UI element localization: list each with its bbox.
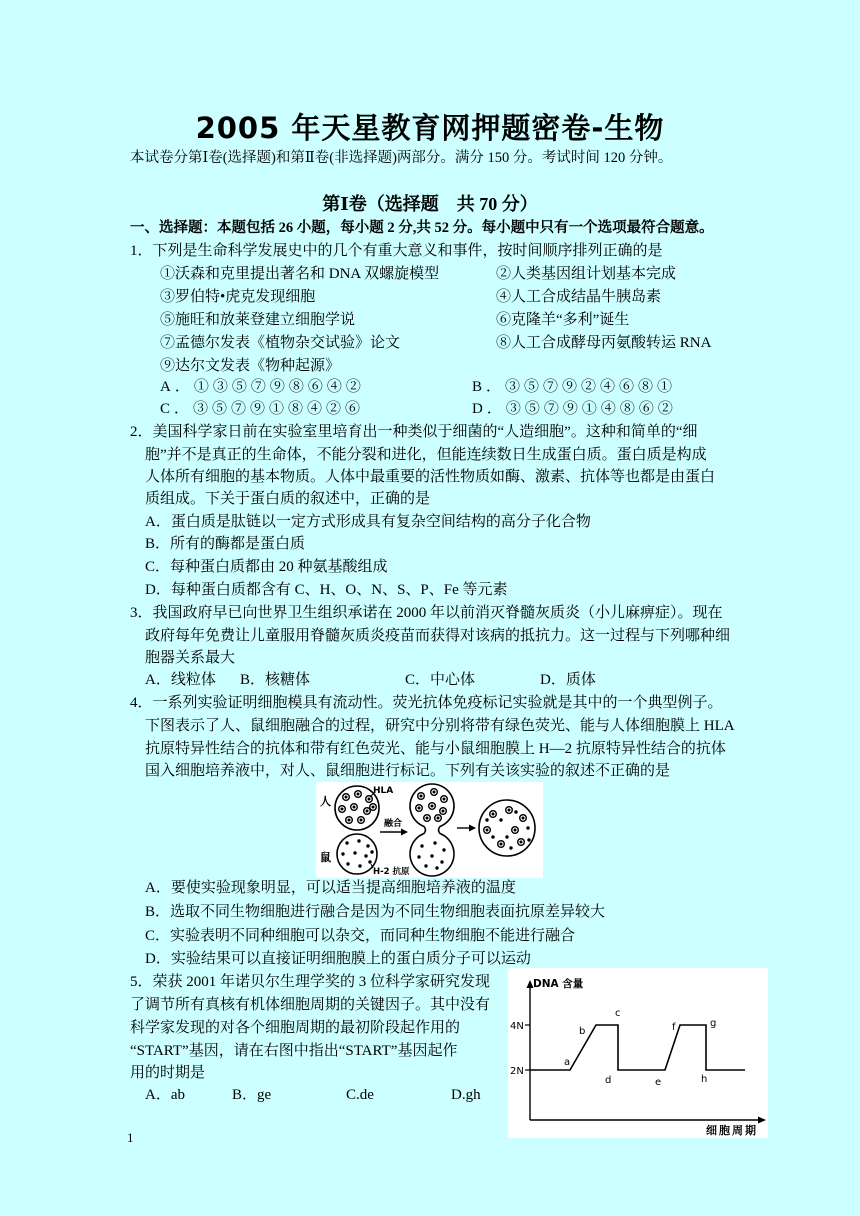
question-2-option-a: A．蛋白质是肽链以一定方式形成具有复杂空间结构的高分子化合物 bbox=[145, 514, 591, 530]
h2-antigen-marker bbox=[370, 850, 373, 853]
point-label-h: h bbox=[701, 1074, 708, 1085]
h2-antigen-marker bbox=[341, 852, 344, 855]
hla-antigen-marker bbox=[440, 808, 447, 815]
question-1-event: ⑤施旺和放莱登建立细胞学说 bbox=[160, 312, 356, 328]
h2-antigen-marker bbox=[435, 866, 438, 869]
h2-antigen-marker bbox=[527, 838, 530, 841]
y-tick-label-4n: 4N bbox=[510, 1021, 524, 1032]
question-1-option-d: D．③⑤⑦⑨①④⑧⑥② bbox=[472, 401, 677, 417]
question-5-option-d: D.gh bbox=[451, 1087, 481, 1103]
human-cell-label: 人 bbox=[320, 795, 331, 808]
question-1-option-b: B．③⑤⑦⑨②④⑥⑧① bbox=[472, 379, 677, 395]
h2-antigen-marker bbox=[433, 841, 436, 844]
question-3-option-b: B．核糖体 bbox=[240, 672, 311, 688]
marker-core bbox=[486, 829, 489, 832]
question-1-option-a: A．①③⑤⑦⑨⑧⑥④② bbox=[160, 379, 365, 395]
marker-core bbox=[341, 808, 344, 811]
question-2-stem-line: 胞”并不是真正的生命体，不能分裂和进化，但能连续数日生成蛋白质。蛋白质是构成 bbox=[145, 447, 707, 463]
question-2-stem-line: 人体所有细胞的基本物质。人体中最重要的活性物质如酶、激素、抗体等也都是由蛋白 bbox=[145, 469, 716, 485]
x-axis-label: 细胞周期 bbox=[706, 1124, 758, 1137]
h2-antigen-marker bbox=[358, 864, 361, 867]
question-1-stem: 1．下列是生命科学发展史中的几个有重大意义和事件，按时间顺序排列正确的是 bbox=[130, 243, 663, 259]
h2-antigen-marker bbox=[485, 818, 488, 821]
marker-core bbox=[442, 810, 445, 813]
hla-antigen-marker bbox=[512, 827, 519, 834]
y-tick-label-2n: 2N bbox=[510, 1066, 524, 1077]
question-2-stem-line: 质组成。下关于蛋白质的叙述中，正确的是 bbox=[145, 491, 431, 507]
h2-antigen-marker bbox=[417, 855, 420, 858]
h2-antigen-marker bbox=[514, 810, 517, 813]
question-5-option-c: C.de bbox=[346, 1087, 374, 1103]
marker-core bbox=[520, 841, 523, 844]
h2-antigen-marker bbox=[442, 848, 445, 851]
page-number: 1 bbox=[127, 1130, 134, 1145]
question-1-option-c: C．③⑤⑦⑨①⑧④②⑥ bbox=[160, 401, 365, 417]
result-arrow-head bbox=[469, 825, 476, 832]
h2-antigen-marker bbox=[420, 844, 423, 847]
section-one-heading: 一、选择题：本题包括 26 小题，每小题 2 分,共 52 分。每小题中只有一个选项最符合题意。 bbox=[130, 220, 714, 236]
h2-antigen-marker bbox=[353, 851, 356, 854]
question-1-event: ②人类基因组计划基本完成 bbox=[496, 266, 677, 282]
hla-antigen-marker bbox=[418, 793, 425, 800]
h2-antigen-marker bbox=[364, 854, 367, 857]
hla-antigen-marker bbox=[431, 789, 438, 796]
question-3-stem-line: 3．我国政府早已向世界卫生组织承诺在 2000 年以前消灭脊髓灰质炎（小儿麻痹症）。现在 bbox=[130, 605, 723, 621]
hla-antigen-marker bbox=[424, 815, 431, 822]
h2-antigen-marker bbox=[505, 835, 508, 838]
question-4-option-d: D．实验结果可以直接证明细胞膜上的蛋白质分子可以运动 bbox=[145, 951, 531, 967]
hla-antigen-marker bbox=[520, 815, 527, 822]
question-5-stem-line: 了调节所有真核有机体细胞周期的关键因子。其中没有 bbox=[130, 997, 491, 1013]
hla-label: HLA bbox=[373, 786, 394, 796]
marker-core bbox=[348, 819, 351, 822]
h2-antigen-marker bbox=[345, 841, 348, 844]
exam-title: 2005 年天星教育网押题密卷-生物 bbox=[195, 111, 665, 145]
marker-core bbox=[345, 796, 348, 799]
question-1-event: ⑨达尔文发表《物种起源》 bbox=[160, 358, 341, 374]
hla-antigen-marker bbox=[370, 804, 377, 811]
hla-antigen-marker bbox=[355, 791, 362, 798]
point-label-a: a bbox=[564, 1057, 571, 1068]
h2-antigen-marker bbox=[509, 846, 512, 849]
marker-core bbox=[353, 806, 356, 809]
question-2-option-d: D．每种蛋白质都含有 C、H、O、N、S、P、Fe 等元素 bbox=[145, 582, 508, 598]
marker-core bbox=[508, 809, 511, 812]
x-axis-arrow bbox=[758, 1117, 766, 1124]
question-5-stem-line: 科学家发现的对各个细胞周期的最初阶段起作用的 bbox=[130, 1020, 461, 1036]
marker-core bbox=[366, 810, 369, 813]
marker-core bbox=[426, 817, 429, 820]
h2-antigen-marker bbox=[430, 854, 433, 857]
hla-antigen-marker bbox=[498, 841, 505, 848]
h2-antigen-marker bbox=[424, 864, 427, 867]
question-3-option-a: A．线粒体 bbox=[145, 672, 216, 688]
h2-antigen-marker bbox=[368, 860, 371, 863]
question-1-event: ③罗伯特•虎克发现细胞 bbox=[160, 289, 316, 305]
hla-antigen-marker bbox=[435, 815, 442, 822]
hla-antigen-marker bbox=[358, 817, 365, 824]
question-3-stem-line: 胞器关系最大 bbox=[145, 650, 236, 666]
y-axis-label: DNA 含量 bbox=[533, 978, 584, 990]
marker-core bbox=[492, 813, 495, 816]
marker-core bbox=[418, 807, 421, 810]
question-4-option-a: A．要使实验现象明显，可以适当提高细胞培养液的温度 bbox=[145, 880, 516, 896]
hla-antigen-marker bbox=[351, 804, 358, 811]
marker-core bbox=[500, 843, 503, 846]
point-label-g: g bbox=[710, 1018, 717, 1029]
marker-core bbox=[357, 793, 360, 796]
marker-core bbox=[514, 829, 517, 832]
question-1-event: ④人工合成结晶牛胰岛素 bbox=[496, 289, 662, 305]
question-1-event: ⑦孟德尔发表《植物杂交试验》论文 bbox=[160, 335, 401, 351]
part-one-heading: 第Ⅰ卷（选择题 共 70 分） bbox=[322, 194, 538, 214]
hla-antigen-marker bbox=[339, 806, 346, 813]
marker-core bbox=[420, 795, 423, 798]
marker-core bbox=[443, 798, 446, 801]
point-label-d: d bbox=[605, 1075, 612, 1086]
cell-fusion-diagram bbox=[316, 782, 543, 878]
point-label-e: e bbox=[655, 1077, 662, 1088]
question-4-stem-line: 国入细胞培养液中，对人、鼠细胞进行标记。下列有关该实验的叙述不正确的是 bbox=[145, 763, 671, 779]
hla-antigen-marker bbox=[441, 796, 448, 803]
point-label-c: c bbox=[615, 1008, 621, 1019]
question-4-stem-line: 4．一系列实验证明细胞模具有流动性。荧光抗体免疫标记实验就是其中的一个典型例子。 bbox=[130, 695, 723, 711]
marker-core bbox=[433, 791, 436, 794]
question-4-option-b: B．选取不同生物细胞进行融合是因为不同生物细胞表面抗原差异较大 bbox=[145, 904, 606, 920]
marker-core bbox=[372, 806, 375, 809]
fusion-label: 融合 bbox=[384, 819, 403, 829]
marker-core bbox=[360, 819, 363, 822]
hla-antigen-marker bbox=[518, 839, 525, 846]
hla-antigen-marker bbox=[484, 827, 491, 834]
hla-antigen-marker bbox=[346, 817, 353, 824]
dna-content-curve bbox=[530, 1025, 745, 1070]
question-4-option-c: C．实验表明不同种细胞可以杂交，而同种生物细胞不能进行融合 bbox=[145, 928, 576, 944]
point-label-b: b bbox=[579, 1026, 586, 1037]
question-4-stem-line: 下图表示了人、鼠细胞融合的过程，研究中分别将带有绿色荧光、能与人体细胞膜上 HLA bbox=[145, 718, 735, 734]
h2-antigen-marker bbox=[366, 844, 369, 847]
exam-instructions: 本试卷分第Ⅰ卷(选择题)和第Ⅱ卷(非选择题)两部分。满分 150 分。考试时间 120 分钟。 bbox=[130, 150, 673, 166]
question-3-stem-line: 政府每年免费让儿童服用脊髓灰质炎疫苗而获得对该病的抵抗力。这一过程与下列哪种细 bbox=[145, 628, 731, 644]
marker-core bbox=[522, 817, 525, 820]
question-5-stem-line: “START”基因，请在右图中指出“START”基因起作 bbox=[130, 1043, 458, 1059]
h2-antigen-marker bbox=[499, 818, 502, 821]
hla-antigen-marker bbox=[343, 794, 350, 801]
hla-antigen-marker bbox=[506, 807, 513, 814]
question-5-option-b: B．ge bbox=[232, 1087, 272, 1103]
h2-antigen-marker bbox=[357, 839, 360, 842]
h2-antigen-marker bbox=[346, 862, 349, 865]
fusion-arrow-head bbox=[401, 829, 408, 836]
question-3-option-c: C．中心体 bbox=[405, 672, 476, 688]
marker-core bbox=[431, 805, 434, 808]
question-1-event: ①沃森和克里提出著名和 DNA 双螺旋模型 bbox=[160, 266, 440, 282]
question-5-stem-line: 用的时期是 bbox=[130, 1065, 206, 1081]
hla-antigen-marker bbox=[364, 808, 371, 815]
question-4-stem-line: 抗原特异性结合的抗体和带有红色荧光、能与小鼠细胞膜上 H—2 抗原特异性结合的抗体 bbox=[145, 741, 726, 757]
question-2-option-c: C．每种蛋白质都由 20 种氨基酸组成 bbox=[145, 559, 388, 575]
h2-antigen-label: H-2 抗原 bbox=[373, 867, 410, 877]
question-3-option-d: D．质体 bbox=[540, 672, 596, 688]
dna-content-graph bbox=[508, 968, 768, 1138]
cell-fusion-figure bbox=[316, 782, 543, 878]
hla-antigen-marker bbox=[429, 803, 436, 810]
h2-antigen-marker bbox=[491, 835, 494, 838]
question-5-option-a: A．ab bbox=[145, 1087, 185, 1103]
hla-antigen-marker bbox=[416, 805, 423, 812]
marker-core bbox=[368, 798, 371, 801]
h2-antigen-marker bbox=[440, 860, 443, 863]
question-5-stem-line: 5．荣获 2001 年诺贝尔生理学奖的 3 位科学家研究发现 bbox=[130, 974, 491, 990]
mouse-cell-label: 鼠 bbox=[320, 851, 331, 864]
question-2-option-b: B．所有的酶都是蛋白质 bbox=[145, 536, 306, 552]
h2-antigen-marker bbox=[526, 826, 529, 829]
hla-antigen-marker bbox=[366, 796, 373, 803]
hla-antigen-marker bbox=[490, 811, 497, 818]
dna-content-plot bbox=[508, 968, 768, 1138]
point-label-f: f bbox=[672, 1022, 676, 1033]
question-2-stem-line: 2．美国科学家日前在实验室里培育出一种类似于细菌的“人造细胞”。这种和简单的“细 bbox=[130, 424, 698, 440]
question-1-event: ⑧人工合成酵母丙氨酸转运 RNA bbox=[496, 335, 712, 351]
question-1-event: ⑥克隆羊“多利”诞生 bbox=[496, 312, 630, 328]
marker-core bbox=[437, 817, 440, 820]
